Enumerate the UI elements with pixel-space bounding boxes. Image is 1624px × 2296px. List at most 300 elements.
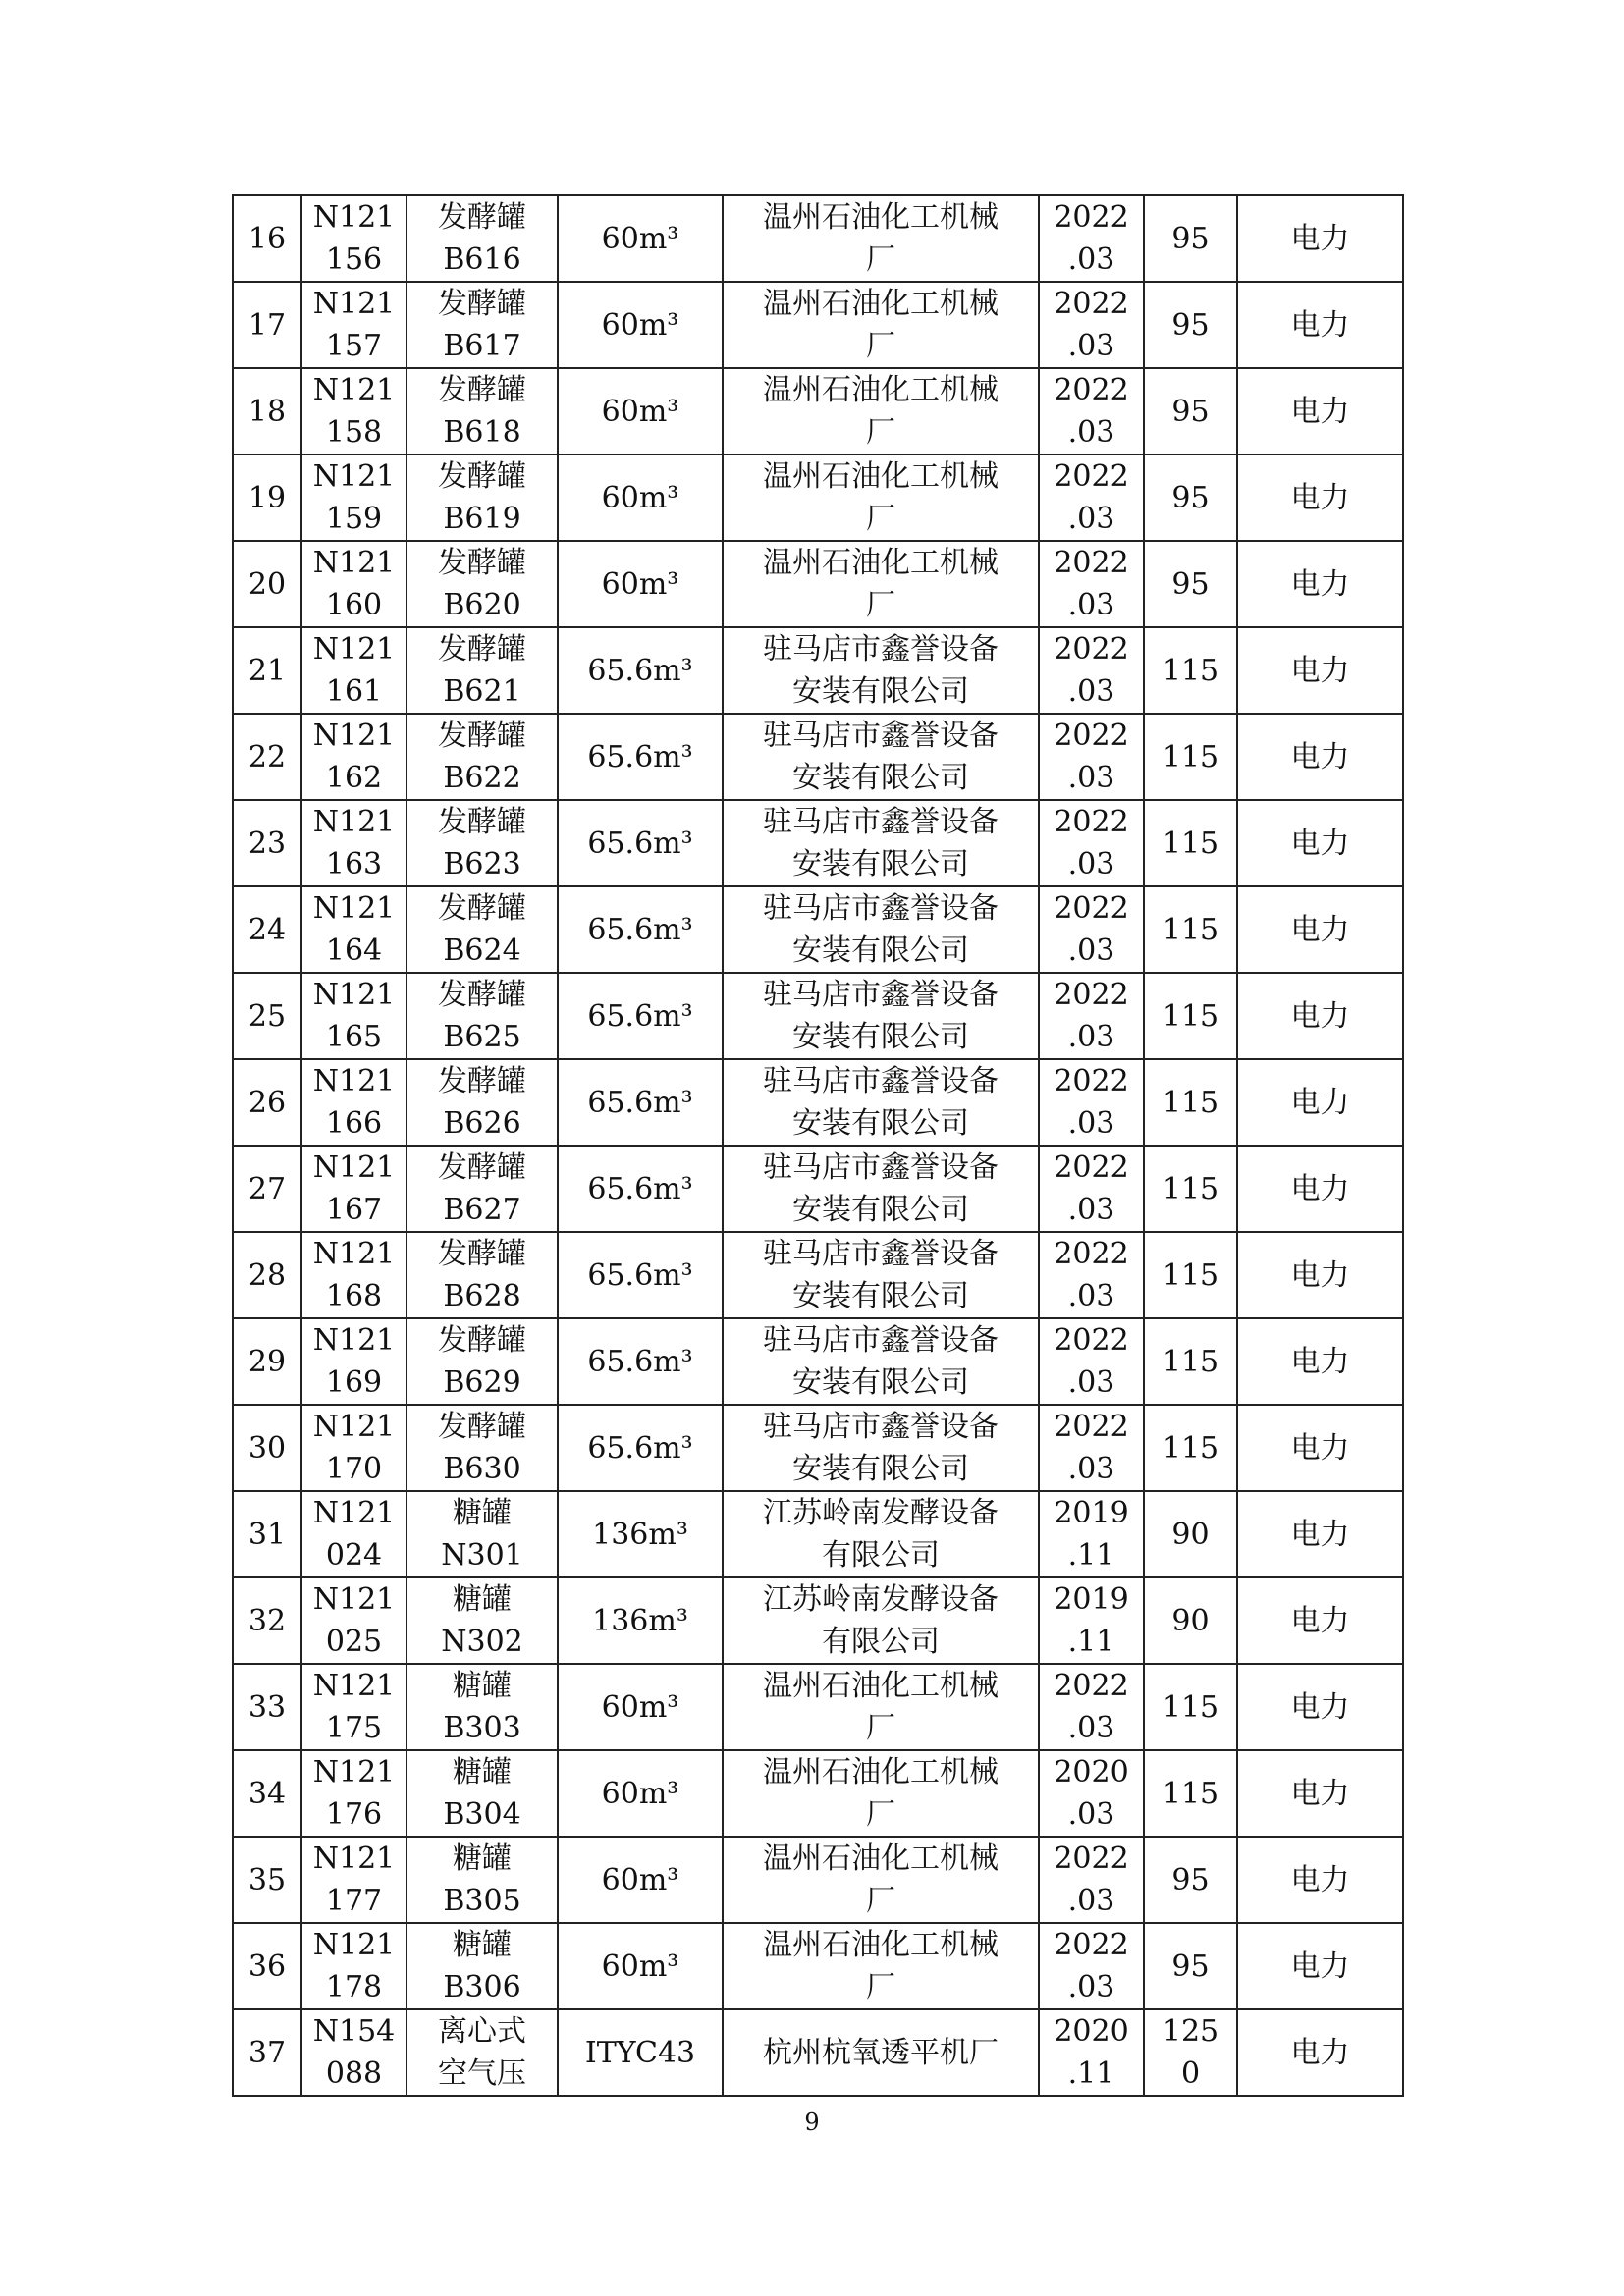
energy-cell: 电力 (1237, 1664, 1403, 1750)
equipment-name-line: 发酵罐 (438, 1410, 526, 1444)
equipment-name-line: 发酵罐 (438, 891, 526, 926)
spec-cell: 60m³ (558, 368, 723, 454)
date-cell (1039, 368, 1144, 454)
energy-cell: 电力 (1237, 1232, 1403, 1318)
manufacturer-cell (723, 282, 1039, 368)
spec-cell: 60m³ (558, 1923, 723, 2009)
date-line: .03 (1067, 1279, 1115, 1313)
asset-code-cell (301, 1146, 406, 1232)
asset-code-cell (301, 627, 406, 714)
manufacturer-cell (723, 1232, 1039, 1318)
energy-cell: 电力 (1237, 800, 1403, 886)
manufacturer-line: 有限公司 (822, 1625, 940, 1659)
manufacturer-line: 温州石油化工机械 (763, 287, 999, 321)
equipment-name-cell (406, 714, 558, 800)
manufacturer-cell (723, 973, 1039, 1059)
table-row (233, 368, 1403, 454)
date-line: 2022 (1054, 200, 1129, 235)
asset-code-line: N121 (312, 978, 396, 1012)
energy-cell: 电力 (1237, 541, 1403, 627)
equipment-name-line: B619 (443, 502, 521, 536)
date-line: 2022 (1054, 1669, 1129, 1703)
row-number-cell: 23 (233, 800, 301, 886)
date-line: .03 (1067, 1797, 1115, 1832)
asset-code-line: 156 (325, 242, 383, 277)
manufacturer-line: 驻马店市鑫誉设备 (763, 1064, 999, 1098)
spec-cell: 65.6m³ (558, 1059, 723, 1146)
value-line: 95 (1171, 1949, 1210, 1984)
equipment-name-line: N302 (441, 1625, 523, 1659)
value-line: 95 (1171, 480, 1210, 515)
manufacturer-line: 安装有限公司 (792, 1193, 969, 1227)
asset-code-cell (301, 1059, 406, 1146)
asset-code-line: 157 (325, 329, 383, 363)
date-line: .03 (1067, 415, 1115, 450)
manufacturer-cell (723, 1923, 1039, 2009)
value-cell (1144, 1318, 1237, 1405)
table-row (233, 541, 1403, 627)
manufacturer-line: 江苏岭南发酵设备 (763, 1496, 999, 1530)
value-cell (1144, 454, 1237, 541)
date-line: .03 (1067, 1884, 1115, 1918)
value-cell (1144, 1232, 1237, 1318)
energy-cell: 电力 (1237, 714, 1403, 800)
value-cell (1144, 195, 1237, 282)
value-line: 115 (1162, 1430, 1219, 1466)
manufacturer-cell (723, 541, 1039, 627)
equipment-name-line: B627 (443, 1193, 521, 1227)
asset-code-cell (301, 454, 406, 541)
asset-code-cell (301, 541, 406, 627)
manufacturer-line: 厂 (866, 329, 895, 363)
value-line: 115 (1162, 912, 1219, 947)
table-row (233, 1491, 1403, 1577)
value-cell (1144, 714, 1237, 800)
value-line: 115 (1162, 1171, 1219, 1206)
date-cell (1039, 1405, 1144, 1491)
manufacturer-line: 厂 (866, 1711, 895, 1745)
energy-cell: 电力 (1237, 973, 1403, 1059)
equipment-name-line: 糖罐 (453, 1669, 512, 1703)
equipment-name-line: B624 (443, 934, 521, 968)
equipment-name-line: 糖罐 (453, 1928, 512, 1962)
manufacturer-cell (723, 1837, 1039, 1923)
date-line: .03 (1067, 674, 1115, 709)
equipment-name-line: B625 (443, 1020, 521, 1054)
asset-code-cell (301, 1491, 406, 1577)
date-line: 2022 (1054, 1237, 1129, 1271)
manufacturer-line: 安装有限公司 (792, 934, 969, 968)
table-row (233, 454, 1403, 541)
manufacturer-line: 驻马店市鑫誉设备 (763, 978, 999, 1012)
value-cell (1144, 2009, 1237, 2096)
value-cell (1144, 973, 1237, 1059)
date-line: 2022 (1054, 1150, 1129, 1185)
asset-code-line: 166 (325, 1106, 383, 1141)
asset-code-line: 162 (325, 761, 383, 795)
equipment-name-cell (406, 1232, 558, 1318)
date-line: 2019 (1054, 1582, 1129, 1617)
value-cell (1144, 1577, 1237, 1664)
value-cell (1144, 368, 1237, 454)
equipment-name-line: N301 (441, 1538, 523, 1573)
manufacturer-line: 驻马店市鑫誉设备 (763, 1410, 999, 1444)
asset-code-line: N121 (312, 287, 396, 321)
value-cell (1144, 1837, 1237, 1923)
asset-code-line: 164 (325, 934, 383, 968)
asset-code-cell (301, 1232, 406, 1318)
equipment-name-cell (406, 195, 558, 282)
equipment-name-line: 发酵罐 (438, 978, 526, 1012)
manufacturer-line: 厂 (866, 1884, 895, 1918)
value-cell (1144, 1146, 1237, 1232)
manufacturer-line: 温州石油化工机械 (763, 1842, 999, 1876)
date-cell (1039, 1923, 1144, 2009)
date-cell (1039, 454, 1144, 541)
manufacturer-line: 温州石油化工机械 (763, 373, 999, 407)
spec-cell: 65.6m³ (558, 1405, 723, 1491)
row-number-cell: 20 (233, 541, 301, 627)
energy-cell: 电力 (1237, 454, 1403, 541)
equipment-name-cell (406, 886, 558, 973)
manufacturer-line: 驻马店市鑫誉设备 (763, 1150, 999, 1185)
manufacturer-line: 厂 (866, 1797, 895, 1832)
equipment-name-line: B304 (443, 1797, 521, 1832)
date-cell (1039, 800, 1144, 886)
equipment-name-cell (406, 1146, 558, 1232)
asset-code-line: 169 (325, 1365, 383, 1400)
asset-code-line: N121 (312, 632, 396, 667)
manufacturer-line: 温州石油化工机械 (763, 546, 999, 580)
asset-code-line: N121 (312, 719, 396, 753)
equipment-name-line: 发酵罐 (438, 1237, 526, 1271)
row-number-cell: 30 (233, 1405, 301, 1491)
equipment-name-line: B622 (443, 761, 521, 795)
table-row (233, 1146, 1403, 1232)
equipment-name-cell (406, 973, 558, 1059)
equipment-name-line: 发酵罐 (438, 719, 526, 753)
value-cell (1144, 541, 1237, 627)
value-line: 115 (1162, 1776, 1219, 1811)
row-number-cell: 19 (233, 454, 301, 541)
spec-cell: 60m³ (558, 1664, 723, 1750)
date-cell (1039, 973, 1144, 1059)
equipment-name-line: 糖罐 (453, 1496, 512, 1530)
manufacturer-line: 驻马店市鑫誉设备 (763, 1237, 999, 1271)
equipment-name-line: 糖罐 (453, 1755, 512, 1789)
asset-code-cell (301, 1750, 406, 1837)
manufacturer-line: 安装有限公司 (792, 674, 969, 709)
row-number-cell: 33 (233, 1664, 301, 1750)
row-number-cell: 34 (233, 1750, 301, 1837)
equipment-name-cell (406, 2009, 558, 2096)
equipment-name-cell (406, 800, 558, 886)
row-number-cell: 27 (233, 1146, 301, 1232)
asset-code-line: N121 (312, 1064, 396, 1098)
manufacturer-cell (723, 1577, 1039, 1664)
equipment-name-line: 发酵罐 (438, 459, 526, 494)
row-number-cell: 25 (233, 973, 301, 1059)
energy-cell: 电力 (1237, 1491, 1403, 1577)
date-line: .03 (1067, 1970, 1115, 2004)
equipment-name-line: B617 (443, 329, 521, 363)
equipment-name-line: 离心式 (438, 2014, 526, 2049)
value-line: 95 (1171, 1862, 1210, 1897)
equipment-name-line: 糖罐 (453, 1842, 512, 1876)
manufacturer-line: 驻马店市鑫誉设备 (763, 632, 999, 667)
table-row (233, 1405, 1403, 1491)
manufacturer-line: 温州石油化工机械 (763, 1669, 999, 1703)
equipment-name-cell (406, 1750, 558, 1837)
asset-code-line: 178 (325, 1970, 383, 2004)
date-line: 2022 (1054, 805, 1129, 839)
asset-code-line: 167 (325, 1193, 383, 1227)
date-cell (1039, 1837, 1144, 1923)
asset-code-cell (301, 973, 406, 1059)
date-line: 2022 (1054, 719, 1129, 753)
equipment-name-line: 发酵罐 (438, 546, 526, 580)
value-cell (1144, 1923, 1237, 2009)
date-line: .03 (1067, 1711, 1115, 1745)
energy-cell: 电力 (1237, 1059, 1403, 1146)
equipment-name-line: B620 (443, 588, 521, 622)
value-line: 95 (1171, 394, 1210, 429)
date-line: .11 (1067, 2056, 1115, 2091)
row-number-cell: 28 (233, 1232, 301, 1318)
asset-code-line: N121 (312, 459, 396, 494)
asset-code-cell (301, 886, 406, 973)
energy-cell: 电力 (1237, 1405, 1403, 1491)
table-row (233, 282, 1403, 368)
spec-cell: 60m³ (558, 282, 723, 368)
energy-cell: 电力 (1237, 627, 1403, 714)
equipment-name-line: 发酵罐 (438, 1323, 526, 1358)
equipment-name-cell (406, 627, 558, 714)
date-line: 2022 (1054, 1928, 1129, 1962)
date-cell (1039, 1318, 1144, 1405)
date-cell (1039, 1577, 1144, 1664)
equipment-name-cell (406, 1491, 558, 1577)
spec-cell: 60m³ (558, 1750, 723, 1837)
date-line: 2022 (1054, 1410, 1129, 1444)
date-cell (1039, 1059, 1144, 1146)
manufacturer-cell (723, 627, 1039, 714)
equipment-name-cell (406, 1577, 558, 1664)
manufacturer-cell (723, 2009, 1039, 2096)
equipment-name-line: B616 (443, 242, 521, 277)
equipment-name-line: 发酵罐 (438, 1150, 526, 1185)
asset-code-line: N121 (312, 1410, 396, 1444)
equipment-name-line: B630 (443, 1452, 521, 1486)
manufacturer-line: 驻马店市鑫誉设备 (763, 1323, 999, 1358)
spec-cell: 65.6m³ (558, 973, 723, 1059)
table-row (233, 886, 1403, 973)
equipment-name-line: B623 (443, 847, 521, 881)
asset-code-line: 161 (325, 674, 383, 709)
date-line: .11 (1067, 1625, 1115, 1659)
asset-code-cell (301, 1577, 406, 1664)
date-cell (1039, 1750, 1144, 1837)
equipment-name-line: B629 (443, 1365, 521, 1400)
manufacturer-line: 安装有限公司 (792, 1365, 969, 1400)
asset-code-line: N121 (312, 546, 396, 580)
equipment-name-line: B306 (443, 1970, 521, 2004)
equipment-name-line: B618 (443, 415, 521, 450)
date-cell (1039, 1664, 1144, 1750)
equipment-name-line: 糖罐 (453, 1582, 512, 1617)
value-line: 90 (1171, 1517, 1210, 1552)
equipment-name-cell (406, 1318, 558, 1405)
manufacturer-line: 安装有限公司 (792, 847, 969, 881)
manufacturer-line: 厂 (866, 588, 895, 622)
manufacturer-cell (723, 368, 1039, 454)
asset-code-line: N121 (312, 1323, 396, 1358)
value-line: 115 (1162, 998, 1219, 1034)
date-line: .03 (1067, 761, 1115, 795)
manufacturer-line: 安装有限公司 (792, 1279, 969, 1313)
spec-cell: 60m³ (558, 541, 723, 627)
value-cell (1144, 800, 1237, 886)
equipment-name-line: 发酵罐 (438, 805, 526, 839)
value-line: 125 (1162, 2014, 1219, 2049)
table-row (233, 1750, 1403, 1837)
date-line: .11 (1067, 1538, 1115, 1573)
date-line: 2019 (1054, 1496, 1129, 1530)
asset-code-cell (301, 2009, 406, 2096)
date-line: 2020 (1054, 2014, 1129, 2049)
value-cell (1144, 282, 1237, 368)
date-line: .03 (1067, 1020, 1115, 1054)
date-line: 2022 (1054, 546, 1129, 580)
table-row (233, 1059, 1403, 1146)
manufacturer-cell (723, 454, 1039, 541)
asset-code-line: 177 (325, 1884, 383, 1918)
manufacturer-line: 温州石油化工机械 (763, 1928, 999, 1962)
energy-cell: 电力 (1237, 1577, 1403, 1664)
equipment-name-line: 发酵罐 (438, 632, 526, 667)
manufacturer-cell (723, 1491, 1039, 1577)
energy-cell: 电力 (1237, 282, 1403, 368)
manufacturer-line: 温州石油化工机械 (763, 1755, 999, 1789)
value-line: 115 (1162, 826, 1219, 861)
table-row (233, 1577, 1403, 1664)
value-line: 90 (1171, 1603, 1210, 1638)
value-line: 115 (1162, 1689, 1219, 1725)
asset-code-line: N121 (312, 891, 396, 926)
table-row (233, 1923, 1403, 2009)
table-row (233, 627, 1403, 714)
energy-cell: 电力 (1237, 1146, 1403, 1232)
spec-cell: 60m³ (558, 454, 723, 541)
equipment-name-line: B628 (443, 1279, 521, 1313)
date-line: 2022 (1054, 1323, 1129, 1358)
asset-code-line: N121 (312, 1669, 396, 1703)
manufacturer-cell (723, 1318, 1039, 1405)
energy-cell: 电力 (1237, 886, 1403, 973)
manufacturer-line: 驻马店市鑫誉设备 (763, 805, 999, 839)
value-cell (1144, 627, 1237, 714)
table-row (233, 2009, 1403, 2096)
equipment-name-line: 发酵罐 (438, 200, 526, 235)
asset-code-line: N121 (312, 1150, 396, 1185)
equipment-name-cell (406, 1837, 558, 1923)
manufacturer-line: 有限公司 (822, 1538, 940, 1573)
manufacturer-cell (723, 886, 1039, 973)
manufacturer-line: 温州石油化工机械 (763, 200, 999, 235)
manufacturer-line: 厂 (866, 1970, 895, 2004)
spec-cell: 65.6m³ (558, 627, 723, 714)
equipment-name-cell (406, 454, 558, 541)
equipment-table (232, 194, 1404, 2097)
asset-code-line: 175 (325, 1711, 383, 1745)
asset-code-cell (301, 1405, 406, 1491)
manufacturer-line: 驻马店市鑫誉设备 (763, 891, 999, 926)
asset-code-line: N121 (312, 1928, 396, 1962)
table-row (233, 1232, 1403, 1318)
date-line: 2022 (1054, 978, 1129, 1012)
value-cell (1144, 1750, 1237, 1837)
asset-code-line: 170 (325, 1452, 383, 1486)
date-line: .03 (1067, 588, 1115, 622)
equipment-name-line: B626 (443, 1106, 521, 1141)
spec-cell: 136m³ (558, 1491, 723, 1577)
date-line: .03 (1067, 502, 1115, 536)
asset-code-line: N121 (312, 1755, 396, 1789)
manufacturer-line: 江苏岭南发酵设备 (763, 1582, 999, 1617)
date-cell (1039, 714, 1144, 800)
date-line: 2022 (1054, 1842, 1129, 1876)
equipment-name-line: 发酵罐 (438, 373, 526, 407)
row-number-cell: 36 (233, 1923, 301, 2009)
manufacturer-cell (723, 1405, 1039, 1491)
energy-cell: 电力 (1237, 1923, 1403, 2009)
date-line: .03 (1067, 329, 1115, 363)
value-line: 0 (1180, 2056, 1201, 2091)
date-line: 2020 (1054, 1755, 1129, 1789)
asset-code-line: 024 (325, 1538, 383, 1573)
value-line: 115 (1162, 653, 1219, 688)
manufacturer-line: 安装有限公司 (792, 761, 969, 795)
date-line: .03 (1067, 847, 1115, 881)
spec-cell: 65.6m³ (558, 1232, 723, 1318)
asset-code-line: N121 (312, 805, 396, 839)
asset-code-line: 025 (325, 1625, 383, 1659)
value-line: 95 (1171, 307, 1210, 343)
manufacturer-line: 厂 (866, 242, 895, 277)
manufacturer-cell (723, 1146, 1039, 1232)
date-cell (1039, 627, 1144, 714)
asset-code-line: N121 (312, 1237, 396, 1271)
energy-cell: 电力 (1237, 195, 1403, 282)
manufacturer-line: 温州石油化工机械 (763, 459, 999, 494)
date-line: 2022 (1054, 287, 1129, 321)
table-row (233, 800, 1403, 886)
date-cell (1039, 1491, 1144, 1577)
equipment-name-line: 空气压 (438, 2056, 526, 2091)
date-cell (1039, 1232, 1144, 1318)
date-cell (1039, 1146, 1144, 1232)
date-line: .03 (1067, 1193, 1115, 1227)
date-line: .03 (1067, 934, 1115, 968)
asset-code-line: 158 (325, 415, 383, 450)
row-number-cell: 18 (233, 368, 301, 454)
asset-code-line: N121 (312, 1582, 396, 1617)
date-cell (1039, 541, 1144, 627)
date-line: 2022 (1054, 373, 1129, 407)
date-cell (1039, 282, 1144, 368)
spec-cell: 65.6m³ (558, 714, 723, 800)
date-line: .03 (1067, 1365, 1115, 1400)
